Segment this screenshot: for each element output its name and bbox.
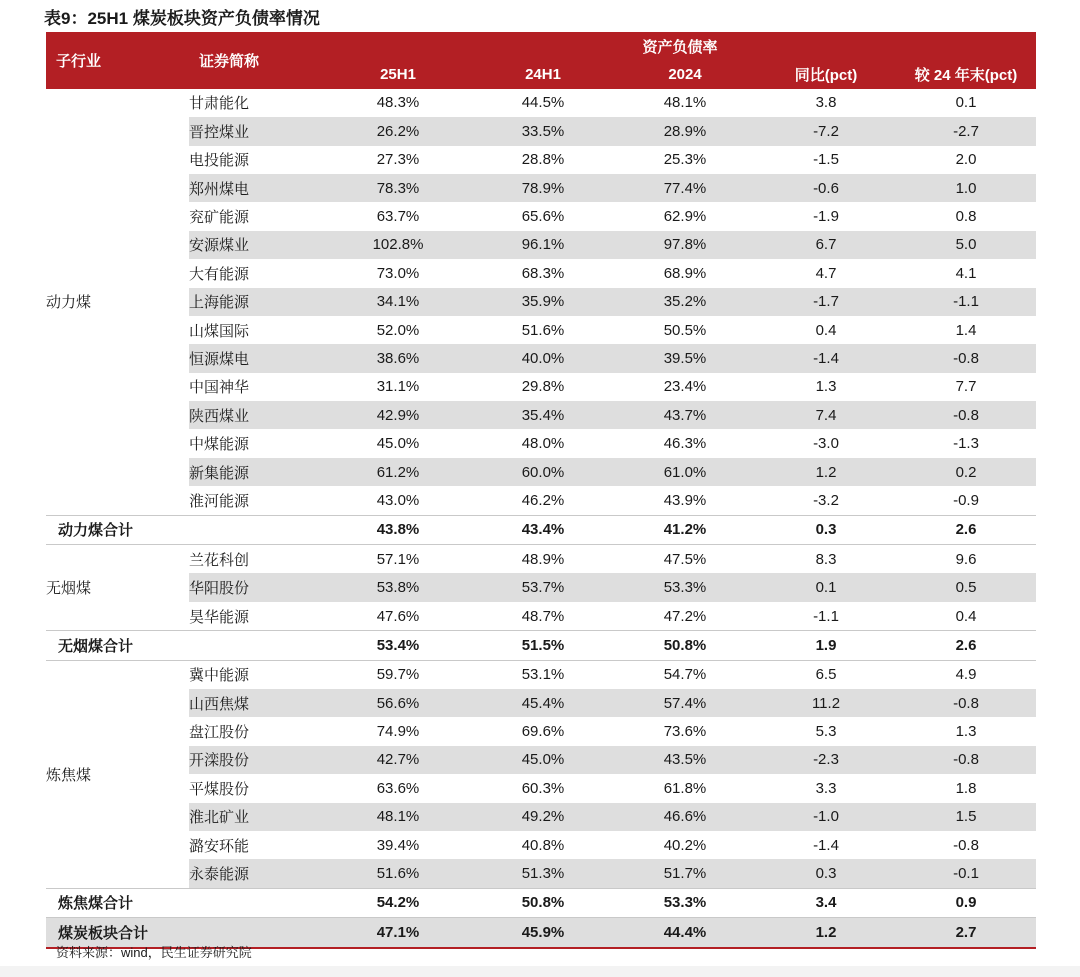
value-cell: 0.3 — [756, 859, 896, 888]
value-cell: 48.3% — [376, 94, 420, 112]
value-cell: 3.8 — [815, 94, 837, 112]
value-cell: -0.8 — [896, 689, 1036, 717]
value-cell: 26.2% — [324, 117, 472, 145]
value-cell: -0.8 — [896, 401, 1036, 429]
source-note: 资料来源：wind，民生证券研究院 — [56, 945, 252, 960]
value-cell: 2.6 — [896, 515, 1036, 544]
value-cell: 6.5 — [756, 660, 896, 689]
company-name-cell: 昊华能源 — [189, 608, 250, 626]
value-cell: 6.7 — [756, 231, 896, 259]
value-cell: 1.3 — [955, 723, 977, 741]
value-cell: 0.1 — [756, 573, 896, 601]
value-cell: 2.0 — [955, 151, 977, 169]
value-cell: 1.8 — [955, 779, 977, 797]
value-cell: 41.2% — [614, 515, 756, 544]
value-cell: 1.3 — [815, 378, 837, 396]
value-cell: 73.0% — [376, 264, 420, 282]
table-body — [46, 89, 1036, 948]
table-header — [46, 32, 1036, 89]
value-cell: 3.4 — [756, 888, 896, 917]
table-row — [46, 831, 1036, 859]
value-cell: 35.2% — [614, 288, 756, 316]
value-cell: -2.7 — [896, 117, 1036, 145]
table-row — [46, 689, 1036, 717]
value-cell: 69.6% — [521, 723, 565, 741]
value-cell: 42.7% — [324, 746, 472, 774]
company-name-cell: 平煤股份 — [189, 780, 250, 798]
value-cell: 40.0% — [472, 344, 614, 372]
header-col-25h1: 25H1 — [324, 60, 472, 88]
value-cell: -1.1 — [813, 607, 839, 625]
table-row — [46, 717, 1036, 745]
value-cell: 35.4% — [472, 401, 614, 429]
value-cell: -1.0 — [756, 803, 896, 831]
value-cell: 44.4% — [614, 918, 756, 948]
value-cell: 2.6 — [896, 631, 1036, 660]
value-cell: 38.6% — [324, 344, 472, 372]
value-cell: 52.0% — [376, 321, 420, 339]
table-row — [46, 117, 1036, 145]
value-cell: -1.5 — [813, 151, 839, 169]
value-cell: 45.0% — [376, 435, 420, 453]
value-cell: 28.9% — [614, 117, 756, 145]
company-name-cell: 兖矿能源 — [189, 209, 250, 227]
value-cell: 43.5% — [614, 746, 756, 774]
company-name-cell: 兰花科创 — [189, 545, 324, 574]
value-cell: 0.2 — [896, 458, 1036, 486]
value-cell: 102.8% — [324, 231, 472, 259]
value-cell: -3.2 — [813, 491, 839, 509]
value-cell: 5.3 — [815, 723, 837, 741]
table-row — [46, 401, 1036, 429]
table-title: 表9：25H1 煤炭板块资产负债率情况 — [44, 9, 320, 28]
value-cell: 46.6% — [614, 803, 756, 831]
value-cell: 59.7% — [324, 660, 472, 689]
value-cell: -3.0 — [813, 435, 839, 453]
table-row — [46, 746, 1036, 774]
value-cell: 33.5% — [472, 117, 614, 145]
company-name-cell: 华阳股份 — [189, 573, 324, 601]
table-row — [46, 803, 1036, 831]
value-cell: 31.1% — [376, 378, 420, 396]
table-row — [46, 429, 1036, 457]
table-row — [46, 774, 1036, 802]
value-cell: 78.9% — [472, 174, 614, 202]
value-cell: 43.0% — [376, 491, 420, 509]
subsector-cell: 无烟煤 — [46, 545, 189, 631]
value-cell: 0.3 — [756, 515, 896, 544]
company-name-cell: 淮北矿业 — [189, 803, 324, 831]
value-cell: 47.1% — [324, 918, 472, 948]
value-cell: 48.1% — [663, 94, 707, 112]
value-cell: 96.1% — [472, 231, 614, 259]
table-row — [46, 458, 1036, 486]
value-cell: -0.6 — [756, 174, 896, 202]
value-cell: 56.6% — [324, 689, 472, 717]
header-col-24h1: 24H1 — [472, 60, 614, 88]
value-cell: 28.8% — [521, 151, 565, 169]
value-cell: 54.7% — [614, 660, 756, 689]
company-name-cell: 中国神华 — [189, 379, 250, 397]
company-name-cell: 山西焦煤 — [189, 689, 324, 717]
value-cell: 54.2% — [324, 888, 472, 917]
value-cell: 51.3% — [472, 859, 614, 888]
company-name-cell: 安源煤业 — [189, 231, 324, 259]
grand-total-label: 煤炭板块合计 — [46, 918, 324, 948]
table-row — [46, 89, 1036, 117]
value-cell: 35.9% — [472, 288, 614, 316]
value-cell: 9.6 — [896, 545, 1036, 574]
value-cell: 77.4% — [614, 174, 756, 202]
value-cell: 63.6% — [376, 779, 420, 797]
value-cell: 0.5 — [896, 573, 1036, 601]
value-cell: 50.8% — [614, 631, 756, 660]
value-cell: 57.4% — [614, 689, 756, 717]
subtotal-label: 动力煤合计 — [46, 515, 324, 544]
value-cell: 0.8 — [955, 208, 977, 226]
table-row — [46, 174, 1036, 202]
table-row — [46, 231, 1036, 259]
table-row — [46, 660, 1036, 689]
value-cell: -7.2 — [756, 117, 896, 145]
value-cell: 34.1% — [324, 288, 472, 316]
value-cell: -1.4 — [756, 344, 896, 372]
value-cell: 40.2% — [663, 836, 707, 854]
table-row — [46, 573, 1036, 601]
table-row — [46, 344, 1036, 372]
company-name-cell: 甘肃能化 — [189, 95, 250, 113]
table-row — [46, 373, 1036, 401]
value-cell: 1.2 — [756, 458, 896, 486]
value-cell: 47.6% — [376, 607, 420, 625]
value-cell: 53.1% — [472, 660, 614, 689]
value-cell: 25.3% — [663, 151, 707, 169]
header-col-vs-2024-end: 较 24 年末(pct) — [896, 60, 1036, 88]
company-name-cell: 郑州煤电 — [189, 174, 324, 202]
value-cell: 4.1 — [955, 264, 977, 282]
value-cell: 48.0% — [521, 435, 565, 453]
value-cell: 51.6% — [324, 859, 472, 888]
company-name-cell: 电投能源 — [189, 152, 250, 170]
value-cell: 1.9 — [756, 631, 896, 660]
value-cell: 45.4% — [472, 689, 614, 717]
table-row — [46, 316, 1036, 344]
value-cell: 47.5% — [614, 545, 756, 574]
header-subsector: 子行业 — [46, 32, 189, 89]
company-name-cell: 永泰能源 — [189, 859, 324, 888]
value-cell: 73.6% — [663, 723, 707, 741]
value-cell: 29.8% — [521, 378, 565, 396]
value-cell: 68.3% — [521, 264, 565, 282]
table-row — [46, 859, 1036, 888]
value-cell: 78.3% — [324, 174, 472, 202]
value-cell: 2.7 — [896, 918, 1036, 948]
value-cell: 51.7% — [614, 859, 756, 888]
value-cell: 4.9 — [896, 660, 1036, 689]
value-cell: 46.2% — [521, 491, 565, 509]
value-cell: -1.1 — [896, 288, 1036, 316]
company-name-cell: 潞安环能 — [189, 837, 250, 855]
value-cell: 8.3 — [756, 545, 896, 574]
table-row — [46, 545, 1036, 574]
value-cell: 50.5% — [663, 321, 707, 339]
header-col-2024: 2024 — [614, 60, 756, 88]
value-cell: 53.8% — [324, 573, 472, 601]
value-cell: 50.8% — [472, 888, 614, 917]
value-cell: -0.8 — [953, 836, 979, 854]
value-cell: 48.1% — [324, 803, 472, 831]
value-cell: 74.9% — [376, 723, 420, 741]
value-cell: 1.4 — [955, 321, 977, 339]
subtotal-row — [46, 631, 1036, 660]
subtotal-label: 无烟煤合计 — [46, 631, 324, 660]
value-cell: 1.5 — [896, 803, 1036, 831]
value-cell: 53.3% — [614, 573, 756, 601]
table-row — [46, 146, 1036, 174]
company-name-cell: 晋控煤业 — [189, 117, 324, 145]
company-name-cell: 冀中能源 — [189, 660, 324, 689]
company-name-cell: 开滦股份 — [189, 746, 324, 774]
company-name-cell: 盘江股份 — [189, 724, 250, 742]
company-name-cell: 山煤国际 — [189, 322, 250, 340]
value-cell: 62.9% — [663, 208, 707, 226]
value-cell: 48.9% — [472, 545, 614, 574]
value-cell: -0.8 — [896, 344, 1036, 372]
value-cell: 60.3% — [521, 779, 565, 797]
table-row — [46, 602, 1036, 631]
value-cell: 44.5% — [521, 94, 565, 112]
value-cell: 48.7% — [521, 607, 565, 625]
company-name-cell: 中煤能源 — [189, 436, 250, 454]
value-cell: 46.3% — [663, 435, 707, 453]
value-cell: 39.5% — [614, 344, 756, 372]
value-cell: 61.2% — [324, 458, 472, 486]
subsector-cell: 炼焦煤 — [46, 660, 189, 888]
value-cell: -1.7 — [756, 288, 896, 316]
table-row — [46, 202, 1036, 230]
header-group: 资产负债率 — [324, 32, 1036, 60]
value-cell: 39.4% — [376, 836, 420, 854]
value-cell: 97.8% — [614, 231, 756, 259]
subtotal-label: 炼焦煤合计 — [46, 888, 324, 917]
table-row — [46, 486, 1036, 515]
value-cell: 65.6% — [521, 208, 565, 226]
value-cell: 47.2% — [663, 607, 707, 625]
value-cell: 27.3% — [376, 151, 420, 169]
value-cell: 63.7% — [376, 208, 420, 226]
value-cell: 0.4 — [955, 607, 977, 625]
value-cell: 43.7% — [614, 401, 756, 429]
value-cell: 43.9% — [663, 491, 707, 509]
header-col-yoy: 同比(pct) — [756, 60, 896, 88]
value-cell: 61.8% — [663, 779, 707, 797]
value-cell: 1.0 — [896, 174, 1036, 202]
value-cell: 7.4 — [756, 401, 896, 429]
value-cell: 0.1 — [955, 94, 977, 112]
value-cell: 3.3 — [815, 779, 837, 797]
value-cell: 43.8% — [324, 515, 472, 544]
company-name-cell: 恒源煤电 — [189, 344, 324, 372]
header-company: 证券简称 — [189, 32, 324, 89]
value-cell: 0.9 — [896, 888, 1036, 917]
value-cell: 53.7% — [472, 573, 614, 601]
value-cell: -1.3 — [953, 435, 979, 453]
value-cell: -0.9 — [953, 491, 979, 509]
value-cell: 57.1% — [324, 545, 472, 574]
value-cell: 45.0% — [472, 746, 614, 774]
company-name-cell: 淮河能源 — [189, 492, 250, 510]
value-cell: 4.7 — [815, 264, 837, 282]
value-cell: -0.1 — [896, 859, 1036, 888]
value-cell: 53.4% — [324, 631, 472, 660]
page-bottom-band — [0, 966, 1080, 977]
value-cell: 5.0 — [896, 231, 1036, 259]
value-cell: 11.2 — [756, 689, 896, 717]
value-cell: 40.8% — [521, 836, 565, 854]
value-cell: 68.9% — [663, 264, 707, 282]
table-row — [46, 259, 1036, 287]
table-row — [46, 288, 1036, 316]
value-cell: -2.3 — [756, 746, 896, 774]
subtotal-row — [46, 888, 1036, 917]
subsector-cell: 动力煤 — [46, 89, 189, 515]
value-cell: 51.6% — [521, 321, 565, 339]
value-cell: -0.8 — [896, 746, 1036, 774]
company-name-cell: 陕西煤业 — [189, 401, 324, 429]
value-cell: 42.9% — [324, 401, 472, 429]
debt-ratio-table — [46, 32, 1036, 949]
subtotal-row — [46, 515, 1036, 544]
value-cell: 23.4% — [663, 378, 707, 396]
value-cell: 43.4% — [472, 515, 614, 544]
value-cell: 49.2% — [472, 803, 614, 831]
value-cell: 53.3% — [614, 888, 756, 917]
company-name-cell: 大有能源 — [189, 265, 250, 283]
value-cell: 1.2 — [756, 918, 896, 948]
value-cell: 60.0% — [472, 458, 614, 486]
value-cell: -1.9 — [813, 208, 839, 226]
value-cell: 0.4 — [815, 321, 837, 339]
value-cell: 7.7 — [955, 378, 977, 396]
company-name-cell: 新集能源 — [189, 458, 324, 486]
company-name-cell: 上海能源 — [189, 288, 324, 316]
value-cell: 61.0% — [614, 458, 756, 486]
value-cell: 51.5% — [472, 631, 614, 660]
value-cell: -1.4 — [813, 836, 839, 854]
value-cell: 45.9% — [472, 918, 614, 948]
